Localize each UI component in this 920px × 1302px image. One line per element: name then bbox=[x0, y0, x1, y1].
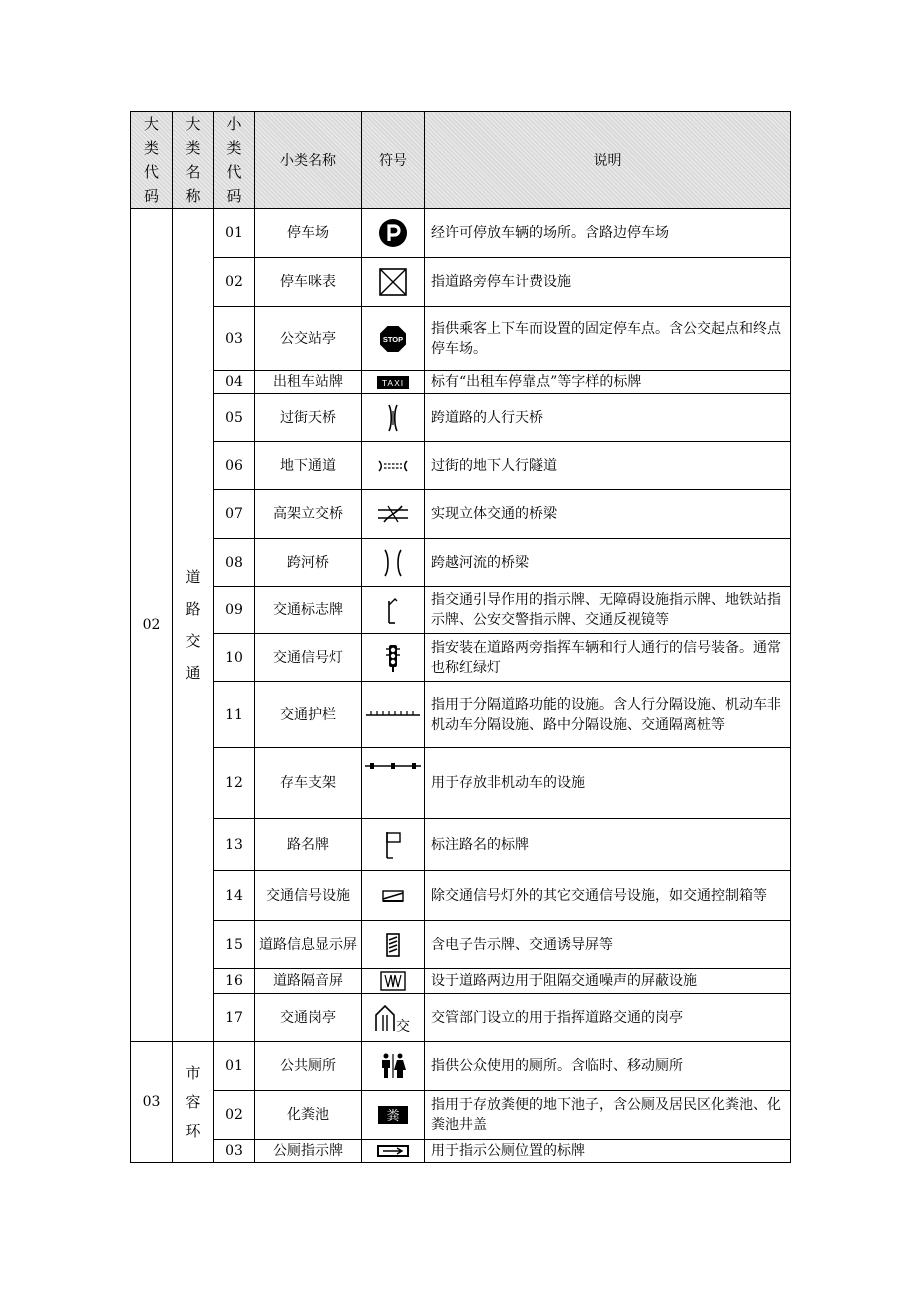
minor-code: 05 bbox=[214, 394, 255, 442]
description: 实现立体交通的桥梁 bbox=[425, 490, 791, 539]
major-name: 市容环 bbox=[173, 1042, 214, 1163]
symbol-cell bbox=[362, 819, 425, 871]
description: 指道路旁停车计费设施 bbox=[425, 258, 791, 307]
minor-name: 停车咪表 bbox=[255, 258, 362, 307]
table-row bbox=[131, 394, 791, 442]
table-row bbox=[131, 969, 791, 994]
minor-code: 06 bbox=[214, 442, 255, 490]
minor-name: 交通标志牌 bbox=[255, 587, 362, 634]
table-row bbox=[131, 258, 791, 307]
minor-code: 11 bbox=[214, 682, 255, 748]
description: 指用于分隔道路功能的设施。含人行分隔设施、机动车非机动车分隔设施、路中分隔设施、交通隔离桩等 bbox=[425, 682, 791, 748]
minor-name: 公厕指示牌 bbox=[255, 1140, 362, 1163]
signal-facility-icon bbox=[381, 889, 405, 903]
svg-text:粪: 粪 bbox=[386, 1109, 400, 1124]
taxi-sign-icon bbox=[377, 376, 409, 389]
minor-code: 08 bbox=[214, 539, 255, 587]
bike-rack-icon bbox=[364, 761, 422, 771]
minor-code: 01 bbox=[214, 209, 255, 258]
description: 指安装在道路两旁指挥车辆和行人通行的信号装备。通常也称红绿灯 bbox=[425, 634, 791, 682]
symbol-cell bbox=[362, 307, 425, 371]
minor-code: 04 bbox=[214, 371, 255, 394]
description: 标注路名的标牌 bbox=[425, 819, 791, 871]
symbol-cell bbox=[362, 969, 425, 994]
header-minor-code: 小类代码 bbox=[214, 112, 255, 209]
minor-code: 01 bbox=[214, 1042, 255, 1091]
table-row bbox=[131, 819, 791, 871]
description: 用于存放非机动车的设施 bbox=[425, 748, 791, 819]
table-row bbox=[131, 1042, 791, 1091]
symbol-cell bbox=[362, 371, 425, 394]
description: 跨道路的人行天桥 bbox=[425, 394, 791, 442]
info-display-icon bbox=[385, 932, 401, 958]
minor-name: 公共厕所 bbox=[255, 1042, 362, 1091]
table-row bbox=[131, 490, 791, 539]
code-table bbox=[130, 111, 791, 1163]
table-row bbox=[131, 994, 791, 1042]
table-row bbox=[131, 307, 791, 371]
minor-code: 02 bbox=[214, 1091, 255, 1140]
traffic-sign-icon bbox=[385, 595, 401, 625]
header-description: 说明 bbox=[425, 112, 791, 209]
description: 标有“出租车停靠点”等字样的标牌 bbox=[425, 371, 791, 394]
minor-name: 路名牌 bbox=[255, 819, 362, 871]
minor-code: 10 bbox=[214, 634, 255, 682]
symbol-cell bbox=[362, 587, 425, 634]
table-row bbox=[131, 1091, 791, 1140]
minor-code: 15 bbox=[214, 921, 255, 969]
description: 含电子告示牌、交通诱导屏等 bbox=[425, 921, 791, 969]
header-minor-name: 小类名称 bbox=[255, 112, 362, 209]
minor-code: 03 bbox=[214, 307, 255, 371]
table-row bbox=[131, 871, 791, 921]
toilet-sign-icon bbox=[377, 1145, 409, 1157]
description: 经许可停放车辆的场所。含路边停车场 bbox=[425, 209, 791, 258]
minor-name: 高架立交桥 bbox=[255, 490, 362, 539]
minor-name: 出租车站牌 bbox=[255, 371, 362, 394]
symbol-cell bbox=[362, 994, 425, 1042]
traffic-light-icon bbox=[384, 643, 402, 673]
symbol-cell bbox=[362, 539, 425, 587]
stop-sign-icon bbox=[379, 325, 407, 353]
minor-code: 16 bbox=[214, 969, 255, 994]
parking-meter-icon bbox=[378, 267, 408, 297]
minor-name: 地下通道 bbox=[255, 442, 362, 490]
minor-code: 17 bbox=[214, 994, 255, 1042]
description: 指交通引导作用的指示牌、无障碍设施指示牌、地铁站指示牌、公安交警指示牌、交通反视镜等 bbox=[425, 587, 791, 634]
symbol-cell bbox=[362, 1042, 425, 1091]
minor-code: 12 bbox=[214, 748, 255, 819]
header-row bbox=[131, 112, 791, 209]
minor-name: 过街天桥 bbox=[255, 394, 362, 442]
minor-name: 公交站亭 bbox=[255, 307, 362, 371]
description: 跨越河流的桥梁 bbox=[425, 539, 791, 587]
symbol-cell bbox=[362, 490, 425, 539]
minor-name: 停车场 bbox=[255, 209, 362, 258]
symbol-cell bbox=[362, 209, 425, 258]
description: 指用于存放粪便的地下池子，含公厕及居民区化粪池、化粪池井盖 bbox=[425, 1091, 791, 1140]
symbol-cell bbox=[362, 258, 425, 307]
parking-icon bbox=[378, 218, 408, 248]
table-row bbox=[131, 921, 791, 969]
svg-text:TAXI: TAXI bbox=[381, 377, 405, 388]
minor-code: 02 bbox=[214, 258, 255, 307]
description: 用于指示公厕位置的标牌 bbox=[425, 1140, 791, 1163]
description: 除交通信号灯外的其它交通信号设施，如交通控制箱等 bbox=[425, 871, 791, 921]
interchange-icon bbox=[376, 504, 410, 524]
minor-code: 07 bbox=[214, 490, 255, 539]
table-row bbox=[131, 682, 791, 748]
table-row bbox=[131, 442, 791, 490]
minor-name: 交通护栏 bbox=[255, 682, 362, 748]
svg-text:交: 交 bbox=[396, 1018, 410, 1033]
sound-barrier-icon bbox=[380, 971, 406, 991]
minor-name: 交通岗亭 bbox=[255, 994, 362, 1042]
minor-code: 03 bbox=[214, 1140, 255, 1163]
svg-text:STOP: STOP bbox=[382, 334, 404, 344]
description: 指供公众使用的厕所。含临时、移动厕所 bbox=[425, 1042, 791, 1091]
river-bridge-icon bbox=[381, 548, 405, 578]
minor-name: 化粪池 bbox=[255, 1091, 362, 1140]
underpass-icon bbox=[377, 460, 409, 472]
header-symbol: 符号 bbox=[362, 112, 425, 209]
table-row bbox=[131, 371, 791, 394]
header-major-name: 大类名称 bbox=[173, 112, 214, 209]
major-code: 02 bbox=[131, 209, 173, 1042]
minor-code: 14 bbox=[214, 871, 255, 921]
description: 交管部门设立的用于指挥道路交通的岗亭 bbox=[425, 994, 791, 1042]
table-row bbox=[131, 587, 791, 634]
symbol-cell bbox=[362, 634, 425, 682]
pedestrian-bridge-icon bbox=[385, 403, 401, 433]
table-row bbox=[131, 634, 791, 682]
description: 指供乘客上下车而设置的固定停车点。含公交起点和终点停车场。 bbox=[425, 307, 791, 371]
minor-name: 道路隔音屏 bbox=[255, 969, 362, 994]
description: 过街的地下人行隧道 bbox=[425, 442, 791, 490]
description: 设于道路两边用于阻隔交通噪声的屏蔽设施 bbox=[425, 969, 791, 994]
header-major-code: 大类代码 bbox=[131, 112, 173, 209]
minor-code: 09 bbox=[214, 587, 255, 634]
symbol-cell bbox=[362, 1091, 425, 1140]
traffic-booth-icon bbox=[373, 1003, 413, 1033]
symbol-cell bbox=[362, 442, 425, 490]
major-code: 03 bbox=[131, 1042, 173, 1163]
minor-name: 存车支架 bbox=[255, 748, 362, 819]
symbol-cell bbox=[362, 921, 425, 969]
minor-name: 交通信号设施 bbox=[255, 871, 362, 921]
minor-name: 跨河桥 bbox=[255, 539, 362, 587]
symbol-cell bbox=[362, 1140, 425, 1163]
minor-name: 交通信号灯 bbox=[255, 634, 362, 682]
table-row bbox=[131, 1140, 791, 1163]
septic-tank-icon bbox=[378, 1106, 408, 1124]
symbol-cell bbox=[362, 871, 425, 921]
table-row bbox=[131, 748, 791, 819]
minor-code: 13 bbox=[214, 819, 255, 871]
symbol-cell bbox=[362, 748, 425, 819]
minor-name: 道路信息显示屏 bbox=[255, 921, 362, 969]
major-name: 道路交通 bbox=[173, 209, 214, 1042]
guardrail-icon bbox=[365, 710, 421, 720]
symbol-cell bbox=[362, 394, 425, 442]
table-row bbox=[131, 209, 791, 258]
table-row bbox=[131, 539, 791, 587]
street-sign-icon bbox=[383, 830, 403, 860]
symbol-cell bbox=[362, 682, 425, 748]
toilet-icon bbox=[378, 1053, 408, 1079]
